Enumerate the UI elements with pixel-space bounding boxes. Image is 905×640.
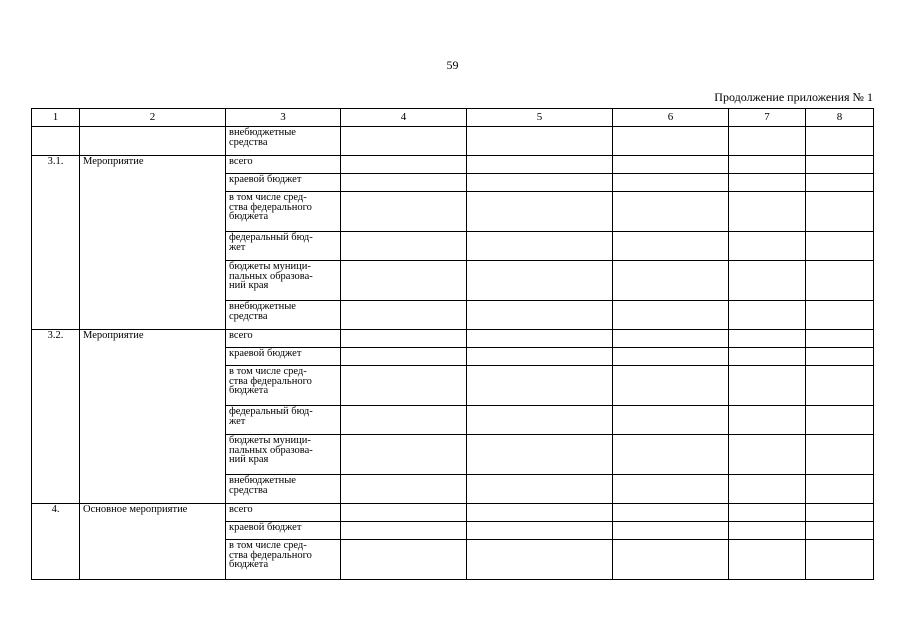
funding-source-cell: краевой бюджет — [226, 174, 341, 192]
funding-source-cell: всего — [226, 330, 341, 348]
value-cell — [729, 232, 806, 261]
funding-source-cell: бюджеты муници- пальных образова- ний края — [226, 261, 341, 301]
value-cell — [729, 540, 806, 580]
value-cell — [467, 330, 613, 348]
column-header: 6 — [613, 109, 729, 127]
value-cell — [613, 192, 729, 232]
value-cell — [613, 522, 729, 540]
value-cell — [613, 540, 729, 580]
value-cell — [341, 301, 467, 330]
funding-source-cell: краевой бюджет — [226, 348, 341, 366]
value-cell — [613, 261, 729, 301]
value-cell — [806, 261, 874, 301]
table-body — [32, 109, 874, 580]
value-cell — [467, 232, 613, 261]
value-cell — [729, 522, 806, 540]
value-cell — [341, 522, 467, 540]
column-header: 1 — [32, 109, 80, 127]
value-cell — [341, 127, 467, 156]
value-cell — [613, 174, 729, 192]
value-cell — [806, 540, 874, 580]
row-number-cell: 3.2. — [32, 330, 80, 504]
value-cell — [341, 330, 467, 348]
column-header: 4 — [341, 109, 467, 127]
column-header: 3 — [226, 109, 341, 127]
value-cell — [806, 301, 874, 330]
funding-source-cell: в том числе сред- ства федерального бюджета — [226, 192, 341, 232]
value-cell — [341, 366, 467, 406]
value-cell — [729, 174, 806, 192]
value-cell — [613, 330, 729, 348]
value-cell — [806, 366, 874, 406]
value-cell — [613, 156, 729, 174]
funding-source-cell: краевой бюджет — [226, 522, 341, 540]
value-cell — [729, 156, 806, 174]
value-cell — [806, 156, 874, 174]
value-cell — [341, 232, 467, 261]
value-cell — [467, 435, 613, 475]
value-cell — [341, 261, 467, 301]
continuation-label: Продолжение приложения № 1 — [714, 90, 873, 104]
funding-source-cell: внебюджетные средства — [226, 301, 341, 330]
column-header: 8 — [806, 109, 874, 127]
value-cell — [729, 192, 806, 232]
value-cell — [806, 475, 874, 504]
value-cell — [613, 127, 729, 156]
value-cell — [467, 475, 613, 504]
value-cell — [729, 475, 806, 504]
value-cell — [467, 174, 613, 192]
value-cell — [806, 330, 874, 348]
value-cell — [467, 192, 613, 232]
value-cell — [806, 127, 874, 156]
value-cell — [341, 348, 467, 366]
value-cell — [467, 504, 613, 522]
value-cell — [341, 475, 467, 504]
value-cell — [467, 406, 613, 435]
value-cell — [341, 540, 467, 580]
value-cell — [341, 156, 467, 174]
value-cell — [729, 127, 806, 156]
value-cell — [613, 435, 729, 475]
value-cell — [729, 406, 806, 435]
measure-name-cell: Мероприятие — [80, 156, 226, 330]
value-cell — [341, 406, 467, 435]
page-number: 59 — [446, 58, 459, 72]
value-cell — [341, 174, 467, 192]
value-cell — [729, 504, 806, 522]
value-cell — [806, 192, 874, 232]
value-cell — [467, 540, 613, 580]
measure-name-cell — [80, 127, 226, 156]
value-cell — [467, 366, 613, 406]
value-cell — [729, 348, 806, 366]
value-cell — [613, 348, 729, 366]
value-cell — [806, 522, 874, 540]
funding-source-cell: бюджеты муници- пальных образова- ний края — [226, 435, 341, 475]
value-cell — [613, 504, 729, 522]
budget-table — [31, 108, 874, 580]
value-cell — [806, 504, 874, 522]
value-cell — [806, 232, 874, 261]
table-row — [32, 504, 874, 522]
value-cell — [613, 366, 729, 406]
funding-source-cell: федеральный бюд- жет — [226, 406, 341, 435]
table-row — [32, 330, 874, 348]
table-row — [32, 127, 874, 156]
value-cell — [467, 156, 613, 174]
value-cell — [613, 475, 729, 504]
funding-source-cell: внебюджетные средства — [226, 475, 341, 504]
value-cell — [613, 232, 729, 261]
funding-source-cell: всего — [226, 156, 341, 174]
value-cell — [806, 406, 874, 435]
value-cell — [467, 261, 613, 301]
value-cell — [729, 330, 806, 348]
row-number-cell: 3.1. — [32, 156, 80, 330]
value-cell — [467, 301, 613, 330]
table-row — [32, 156, 874, 174]
value-cell — [729, 301, 806, 330]
column-header: 2 — [80, 109, 226, 127]
header-row — [32, 109, 874, 127]
value-cell — [467, 522, 613, 540]
funding-source-cell: в том числе сред- ства федерального бюджета — [226, 540, 341, 580]
row-number-cell: 4. — [32, 504, 80, 580]
funding-source-cell: в том числе сред- ства федерального бюджета — [226, 366, 341, 406]
value-cell — [467, 348, 613, 366]
value-cell — [806, 348, 874, 366]
measure-name-cell: Мероприятие — [80, 330, 226, 504]
value-cell — [729, 366, 806, 406]
value-cell — [341, 504, 467, 522]
funding-source-cell: внебюджетные средства — [226, 127, 341, 156]
value-cell — [729, 261, 806, 301]
column-header: 7 — [729, 109, 806, 127]
value-cell — [729, 435, 806, 475]
value-cell — [613, 406, 729, 435]
value-cell — [341, 435, 467, 475]
value-cell — [806, 174, 874, 192]
funding-source-cell: всего — [226, 504, 341, 522]
value-cell — [806, 435, 874, 475]
funding-source-cell: федеральный бюд- жет — [226, 232, 341, 261]
measure-name-cell: Основное мероприятие — [80, 504, 226, 580]
value-cell — [467, 127, 613, 156]
value-cell — [613, 301, 729, 330]
column-header: 5 — [467, 109, 613, 127]
value-cell — [341, 192, 467, 232]
row-number-cell — [32, 127, 80, 156]
